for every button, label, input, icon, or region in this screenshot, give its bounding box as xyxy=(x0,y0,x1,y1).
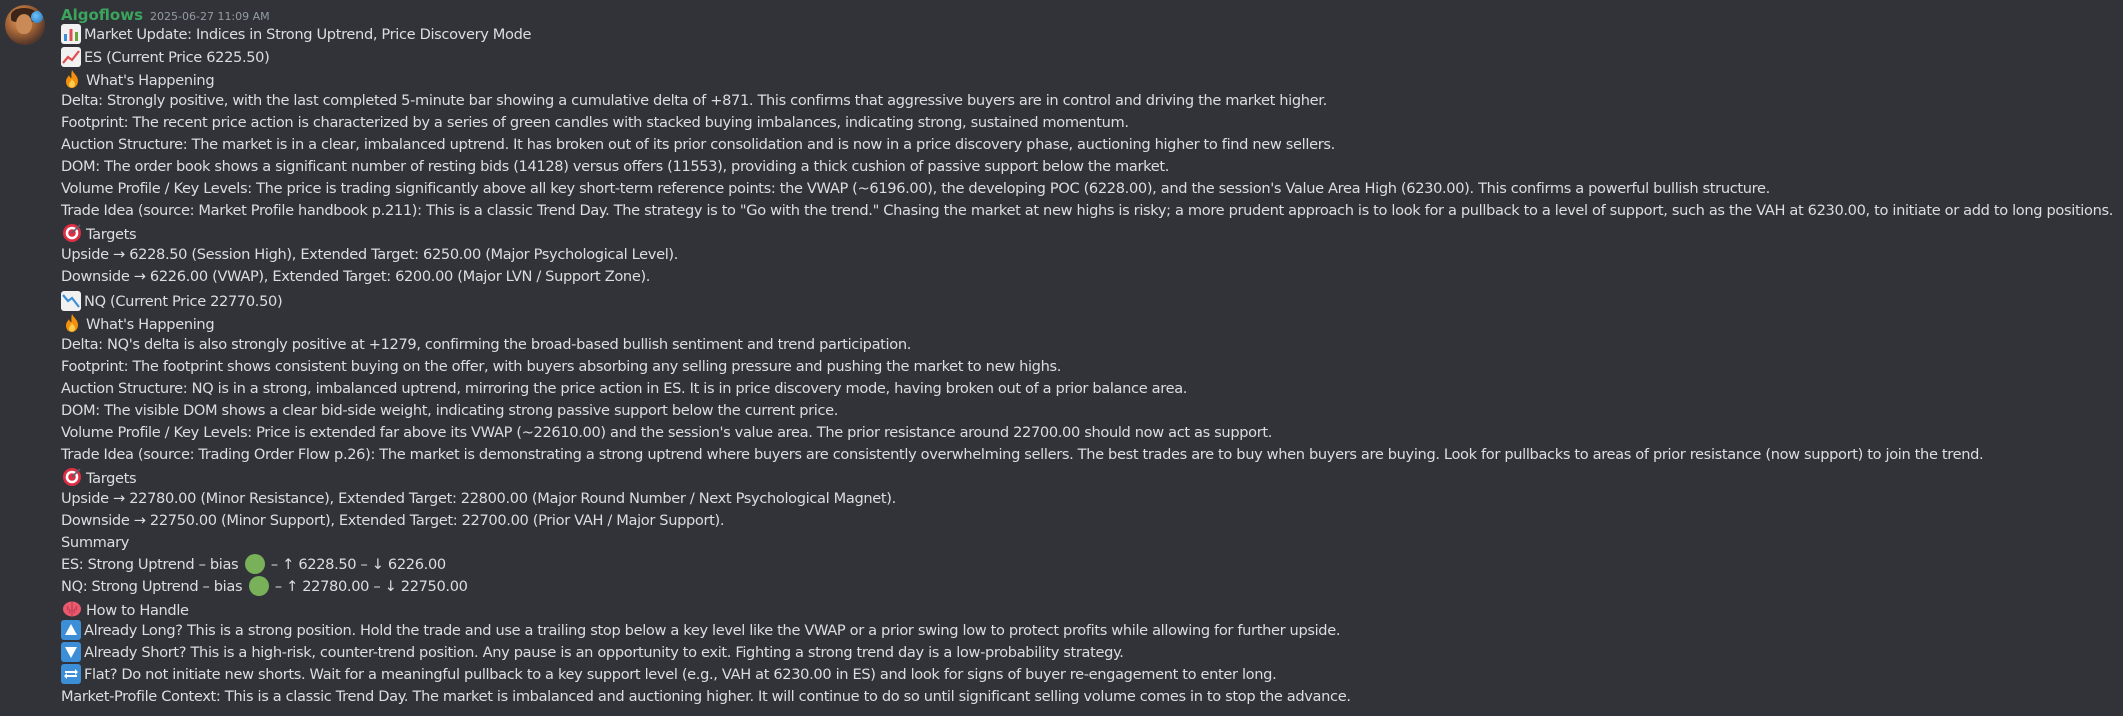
message-line xyxy=(61,664,2113,686)
message-line xyxy=(61,554,2113,576)
section-heading: Targets xyxy=(86,226,137,243)
message-line: Delta: Strongly positive, with the last completed 5-minute bar showing a cumulative delta of +871. This confirms that aggressive buyers are in control and driving the market higher. xyxy=(61,92,1327,109)
message-line: DOM: The visible DOM shows a clear bid-side weight, indicating strong passive support below the current price. xyxy=(61,402,839,419)
message-line xyxy=(61,222,2113,244)
message-line: DOM: The order book shows a significant number of resting bids (14128) versus offers (11553), providing a thick cushion of passive support below the market. xyxy=(61,158,1170,175)
fire-icon xyxy=(61,68,83,90)
message-line: Footprint: The footprint shows consistent buying on the offer, with buyers absorbing any selling pressure and pushing the market to new highs. xyxy=(61,358,1062,375)
section-heading: How to Handle xyxy=(86,602,189,619)
handle-flat: Flat? Do not initiate new shorts. Wait for a meaningful pullback to a key support level (e.g., VAH at 6230.00 in ES) and look for signs of buyer re-engagement to enter long. xyxy=(84,666,1277,683)
message-line: Upside → 22780.00 (Minor Resistance), Extended Target: 22800.00 (Major Round Number / Next Psychological Magnet). xyxy=(61,490,896,507)
message-line xyxy=(61,466,2113,488)
message-line: Auction Structure: The market is in a clear, imbalanced uptrend. It has broken out of its prior consolidation and is now in a price discovery phase, auctioning higher to find new sellers. xyxy=(61,136,1335,153)
message-line: Downside → 6226.00 (VWAP), Extended Target: 6200.00 (Major LVN / Support Zone). xyxy=(61,268,651,285)
summary-heading: Summary xyxy=(61,534,130,551)
message-line: Volume Profile / Key Levels: The price is trading significantly above all key short-term reference points: the VWAP (~6196.00), the developing POC (6228.00), and the session's Value Area High (6230.00). This confirms a powerful bullish structure. xyxy=(61,180,1770,197)
message-line xyxy=(61,620,2113,642)
down-button-icon xyxy=(61,642,81,662)
handle-short: Already Short? This is a high-risk, counter-trend position. Any pause is an opportunity to exit. Fighting a strong trend day is a low-probability strategy. xyxy=(84,644,1124,661)
user-avatar[interactable] xyxy=(5,5,45,45)
message-header xyxy=(61,6,2113,24)
summary-es-label: ES: Strong Uptrend – bias xyxy=(61,556,239,573)
message-line: Market-Profile Context: This is a classic Trend Day. The market is imbalanced and auctioning higher. It will continue to do so until significant selling volume comes in to stop the advance. xyxy=(61,688,1351,705)
direct-hit-icon xyxy=(61,222,83,244)
message-line xyxy=(61,24,2113,46)
nq-heading: NQ (Current Price 22770.50) xyxy=(84,293,283,310)
message-line xyxy=(61,290,2113,312)
summary-nq-label: NQ: Strong Uptrend – bias xyxy=(61,578,243,595)
bar-chart-icon xyxy=(61,24,81,44)
message-line xyxy=(61,46,2113,68)
chart-decreasing-icon xyxy=(61,291,81,311)
message-timestamp[interactable]: 2025-06-27 11:09 AM xyxy=(150,10,270,23)
message-line: Volume Profile / Key Levels: Price is extended far above its VWAP (~22610.00) and the session's value area. The prior resistance around 22700.00 should now act as support. xyxy=(61,424,1273,441)
section-heading: What's Happening xyxy=(86,316,215,333)
message-line: Auction Structure: NQ is in a strong, imbalanced uptrend, mirroring the price action in ES. It is in price discovery mode, having broken out of a prior balance area. xyxy=(61,380,1188,397)
message-content xyxy=(61,6,2113,708)
message-line: Downside → 22750.00 (Minor Support), Extended Target: 22700.00 (Prior VAH / Major Support). xyxy=(61,512,725,529)
summary-es-levels: – ↑ 6228.50 – ↓ 6226.00 xyxy=(270,556,446,573)
message-line: Footprint: The recent price action is characterized by a series of green candles with stacked buying imbalances, indicating strong, sustained momentum. xyxy=(61,114,1129,131)
message-line xyxy=(61,598,2113,620)
es-heading: ES (Current Price 6225.50) xyxy=(84,49,270,66)
message-line xyxy=(61,642,2113,664)
repeat-icon xyxy=(61,664,81,684)
message-line xyxy=(61,68,2113,90)
direct-hit-icon xyxy=(61,466,83,488)
message-line xyxy=(61,312,2113,334)
message-line: Trade Idea (source: Trading Order Flow p.26): The market is demonstrating a strong uptrend where buyers are consistently overwhelming sellers. The best trades are to buy when buyers are buying. Look for pullbacks to areas of prior resistance (now support) to join the trend. xyxy=(61,446,1984,463)
green-circle-icon xyxy=(245,554,265,574)
message-line: Delta: NQ's delta is also strongly positive at +1279, confirming the broad-based bullish sentiment and trend participation. xyxy=(61,336,912,353)
update-title: Market Update: Indices in Strong Uptrend, Price Discovery Mode xyxy=(84,26,532,43)
username[interactable]: Algoflows xyxy=(61,6,144,24)
section-heading: What's Happening xyxy=(86,72,215,89)
up-button-icon xyxy=(61,620,81,640)
fire-icon xyxy=(61,312,83,334)
green-circle-icon xyxy=(249,576,269,596)
chart-increasing-icon xyxy=(61,47,81,67)
message-line xyxy=(61,576,2113,598)
summary-nq-levels: – ↑ 22780.00 – ↓ 22750.00 xyxy=(274,578,468,595)
handle-long: Already Long? This is a strong position. Hold the trade and use a trailing stop below a key level like the VWAP or a prior swing low to protect profits while allowing for further upside. xyxy=(84,622,1341,639)
brain-icon xyxy=(61,598,83,620)
section-heading: Targets xyxy=(86,470,137,487)
message-line: Trade Idea (source: Market Profile handbook p.211): This is a classic Trend Day. The strategy is to "Go with the trend." Chasing the market at new highs is risky; a more prudent approach is to look for a pullback to a level of support, such as the VAH at 6230.00, to initiate or add to long positions. xyxy=(61,202,2114,219)
message-line: Upside → 6228.50 (Session High), Extended Target: 6250.00 (Major Psychological Level). xyxy=(61,246,679,263)
